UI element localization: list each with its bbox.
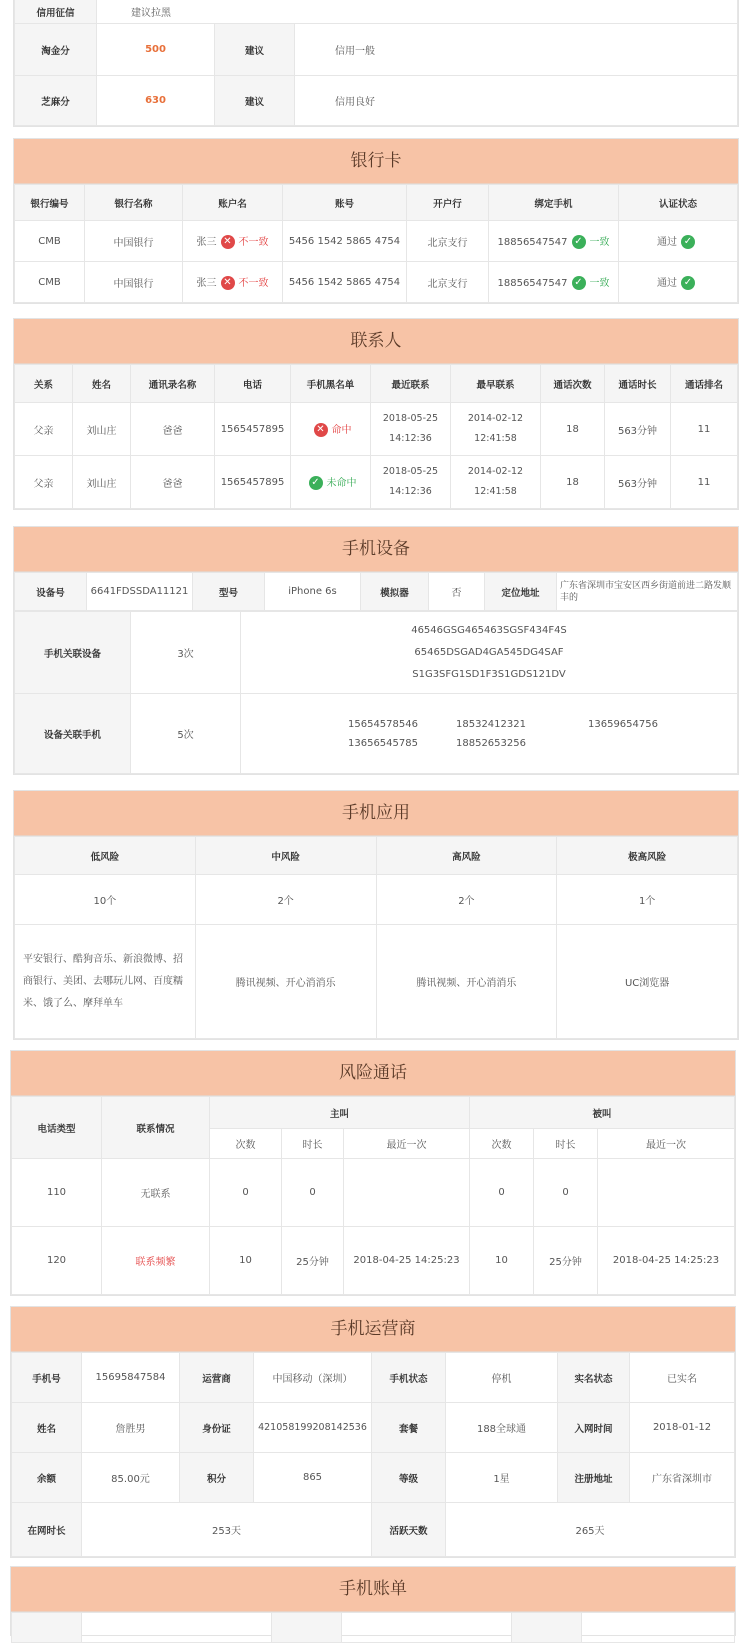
list-item: 18532412321 [456,718,526,730]
bank-header: 绑定手机 [489,185,619,221]
account-name-cell [183,262,283,303]
callee-count: 10 [470,1227,534,1295]
device-id: 6641FDSSDA11121 [87,573,193,611]
online-label: 在网时长 [12,1503,82,1557]
device-id-label: 设备号 [15,573,87,611]
contacts-section [13,318,739,510]
table-row [15,221,738,262]
app-list: 腾讯视频、开心消消乐 [376,925,557,1039]
account-name: 张三 [196,278,217,289]
bill-cell [272,1613,342,1643]
taojin-advice-label: 建议 [215,24,295,76]
realname-status: 已实名 [630,1353,735,1403]
call-count: 18 [541,403,605,456]
blacklist-cell [291,403,371,456]
name-value: 詹胜男 [82,1403,180,1453]
relation: 父亲 [15,403,73,456]
table-row [12,1227,735,1295]
account-number: 5456 1542 5865 4754 [283,262,407,303]
call-rank: 11 [671,456,738,509]
name-status: 不一致 [238,278,269,289]
relation: 父亲 [15,456,73,509]
apps-title: 手机应用 [14,791,738,836]
check-icon: ✓ [572,235,586,249]
assoc-phone-label: 设备关联手机 [15,694,131,774]
location: 广东省深圳市宝安区西乡街道前进二路发顺丰的 [557,573,738,611]
reg-addr: 广东省深圳市 [630,1453,735,1503]
app-list: 腾讯视频、开心消消乐 [195,925,376,1039]
list-item: S1G3SFG1SD1F3S1GDS121DV [412,668,566,680]
bill-cell [512,1613,582,1643]
assoc-device-count: 3次 [131,612,241,694]
assoc-device-list [241,612,738,694]
assoc-phone-list [241,694,738,774]
caller-last: 2018-04-25 14:25:23 [344,1227,470,1295]
bank-header: 开户行 [407,185,489,221]
join-date-label: 入网时间 [558,1403,630,1453]
phone-label: 手机号 [12,1353,82,1403]
contact-status: 无联系 [102,1159,210,1227]
apps-header: 中风险 [195,837,376,875]
caller-count: 10 [210,1227,282,1295]
sub-header: 次数 [210,1129,282,1159]
branch: 北京支行 [407,221,489,262]
device-section [13,526,739,775]
zhima-score: 630 [97,76,215,126]
taojin-score: 500 [97,24,215,76]
recent-time: 14:12:36 [389,433,432,444]
call-type: 120 [12,1227,102,1295]
contacts-header: 手机黑名单 [291,365,371,403]
early-time: 12:41:58 [474,433,517,444]
list-item: 65465DSGAD4GA545DG4SAF [414,646,564,658]
early-time: 12:41:58 [474,486,517,497]
account-name: 张三 [196,237,217,248]
bank-name: 中国银行 [85,262,183,303]
contacts-header: 通话排名 [671,365,738,403]
table-row [15,262,738,303]
account-name-cell [183,221,283,262]
phone-state-label: 手机状态 [372,1353,446,1403]
contacts-title: 联系人 [14,319,738,364]
device-title: 手机设备 [14,527,738,572]
bill-cell [582,1613,735,1643]
assoc-phone-count: 5次 [131,694,241,774]
early-date: 2014-02-12 [467,466,524,477]
plan: 188全球通 [446,1403,558,1453]
recent-contact [371,456,451,509]
contacts-header: 关系 [15,365,73,403]
call-duration: 563分钟 [605,403,671,456]
sub-header: 时长 [534,1129,598,1159]
earliest-contact [451,403,541,456]
app-list: UC浏览器 [557,925,738,1039]
cross-icon: ✕ [314,423,328,437]
table-row [15,456,738,509]
bill-cell [82,1613,272,1643]
level-label: 等级 [372,1453,446,1503]
app-count: 2个 [195,875,376,925]
balance-label: 余额 [12,1453,82,1503]
callee-duration: 0 [534,1159,598,1227]
auth-cell [619,262,738,303]
balance: 85.00元 [82,1453,180,1503]
caller-duration: 25分钟 [282,1227,344,1295]
level: 1星 [446,1453,558,1503]
bound-phone: 18856547547 [497,237,568,248]
app-count: 1个 [557,875,738,925]
phone-cell [489,262,619,303]
bill-section [10,1566,736,1636]
table-row [12,1159,735,1227]
active-days: 265天 [446,1503,735,1557]
branch: 北京支行 [407,262,489,303]
app-count: 10个 [15,875,196,925]
taojin-advice: 信用一般 [295,24,738,76]
auth-status: 通过 [657,237,677,248]
id-card: 421058199208142536 [254,1403,372,1453]
carrier-title: 手机运营商 [11,1307,735,1352]
operator: 中国移动（深圳） [254,1353,372,1403]
phone-cell [489,221,619,262]
caller-last [344,1159,470,1227]
earliest-contact [451,456,541,509]
recent-time: 14:12:36 [389,486,432,497]
credit-section [13,0,739,127]
recent-date: 2018-05-25 [382,413,439,424]
sub-header: 最近一次 [598,1129,735,1159]
cross-icon: ✕ [221,276,235,290]
bill-cell [342,1613,512,1643]
blacklist-status: 命中 [331,425,352,436]
phone-state: 停机 [446,1353,558,1403]
risk-calls-section [10,1050,736,1296]
realname-label: 实名状态 [558,1353,630,1403]
plan-label: 套餐 [372,1403,446,1453]
active-days-label: 活跃天数 [372,1503,446,1557]
contact-status: 联系频繁 [102,1227,210,1295]
list-item: 18852653256 [456,737,526,749]
points: 865 [254,1453,372,1503]
callee-header: 被叫 [470,1097,735,1129]
blacklist-cell [291,456,371,509]
book-name: 爸爸 [131,456,215,509]
zhima-label: 芝麻分 [15,76,97,126]
contact-phone: 1565457895 [215,456,291,509]
bank-header: 银行名称 [85,185,183,221]
sub-header: 最近一次 [344,1129,470,1159]
bound-phone: 18856547547 [497,278,568,289]
call-rank: 11 [671,403,738,456]
bank-code: CMB [15,262,85,303]
contacts-header: 姓名 [73,365,131,403]
id-card-label: 身份证 [180,1403,254,1453]
bank-header: 认证状态 [619,185,738,221]
bank-header: 账号 [283,185,407,221]
bill-title: 手机账单 [11,1567,735,1612]
phone-number: 15695847584 [82,1353,180,1403]
bank-name: 中国银行 [85,221,183,262]
risk-title: 风险通话 [11,1051,735,1096]
apps-section [13,790,739,1040]
auth-status: 通过 [657,278,677,289]
bank-section [13,138,739,304]
bank-code: CMB [15,221,85,262]
name-status: 不一致 [238,237,269,248]
app-count: 2个 [376,875,557,925]
list-item: 13659654756 [588,718,658,730]
cross-icon: ✕ [221,235,235,249]
callee-last: 2018-04-25 14:25:23 [598,1227,735,1295]
list-item: 15654578546 [348,718,418,730]
sub-header: 时长 [282,1129,344,1159]
taojin-label: 淘金分 [15,24,97,76]
auth-cell [619,221,738,262]
check-icon: ✓ [572,276,586,290]
contacts-header: 最近联系 [371,365,451,403]
contacts-header: 通话次数 [541,365,605,403]
table-row [15,403,738,456]
phone-status: 一致 [589,237,610,248]
online-duration: 253天 [82,1503,372,1557]
early-date: 2014-02-12 [467,413,524,424]
check-icon: ✓ [309,476,323,490]
contact-name: 刘山庄 [73,456,131,509]
name-label: 姓名 [12,1403,82,1453]
list-item: 46546GSG465463SGSF434F4S [411,624,567,636]
list-item: 13656545785 [348,737,418,749]
contacts-header: 最早联系 [451,365,541,403]
recent-contact [371,403,451,456]
call-count: 18 [541,456,605,509]
carrier-section [10,1306,736,1558]
callee-duration: 25分钟 [534,1227,598,1295]
callee-count: 0 [470,1159,534,1227]
contacts-header: 电话 [215,365,291,403]
status-header: 联系情况 [102,1097,210,1159]
operator-label: 运营商 [180,1353,254,1403]
zhima-advice-label: 建议 [215,76,295,126]
contact-name: 刘山庄 [73,403,131,456]
bill-cell [12,1613,82,1643]
call-type: 110 [12,1159,102,1227]
apps-header: 低风险 [15,837,196,875]
model: iPhone 6s [265,573,361,611]
type-header: 电话类型 [12,1097,102,1159]
check-icon: ✓ [681,276,695,290]
recent-date: 2018-05-25 [382,466,439,477]
credit-label: 信用征信 [15,0,97,24]
assoc-device-label: 手机关联设备 [15,612,131,694]
caller-count: 0 [210,1159,282,1227]
apps-header: 高风险 [376,837,557,875]
bank-title: 银行卡 [14,139,738,184]
reg-addr-label: 注册地址 [558,1453,630,1503]
join-date: 2018-01-12 [630,1403,735,1453]
contact-phone: 1565457895 [215,403,291,456]
location-label: 定位地址 [485,573,557,611]
caller-header: 主叫 [210,1097,470,1129]
account-number: 5456 1542 5865 4754 [283,221,407,262]
call-duration: 563分钟 [605,456,671,509]
sub-header: 次数 [470,1129,534,1159]
model-label: 型号 [193,573,265,611]
apps-header: 极高风险 [557,837,738,875]
book-name: 爸爸 [131,403,215,456]
phone-status: 一致 [589,278,610,289]
contacts-header: 通话时长 [605,365,671,403]
blacklist-status: 未命中 [326,478,357,489]
credit-value: 建议拉黑 [97,0,738,24]
app-list: 平安银行、酷狗音乐、新浪微博、招商银行、美团、去哪玩儿网、百度糯米、饿了么、摩拜单车 [15,925,196,1039]
contacts-header: 通讯录名称 [131,365,215,403]
callee-last [598,1159,735,1227]
zhima-advice: 信用良好 [295,76,738,126]
check-icon: ✓ [681,235,695,249]
points-label: 积分 [180,1453,254,1503]
emulator-label: 模拟器 [361,573,429,611]
caller-duration: 0 [282,1159,344,1227]
bank-header: 银行编号 [15,185,85,221]
bank-header: 账户名 [183,185,283,221]
emulator: 否 [429,573,485,611]
